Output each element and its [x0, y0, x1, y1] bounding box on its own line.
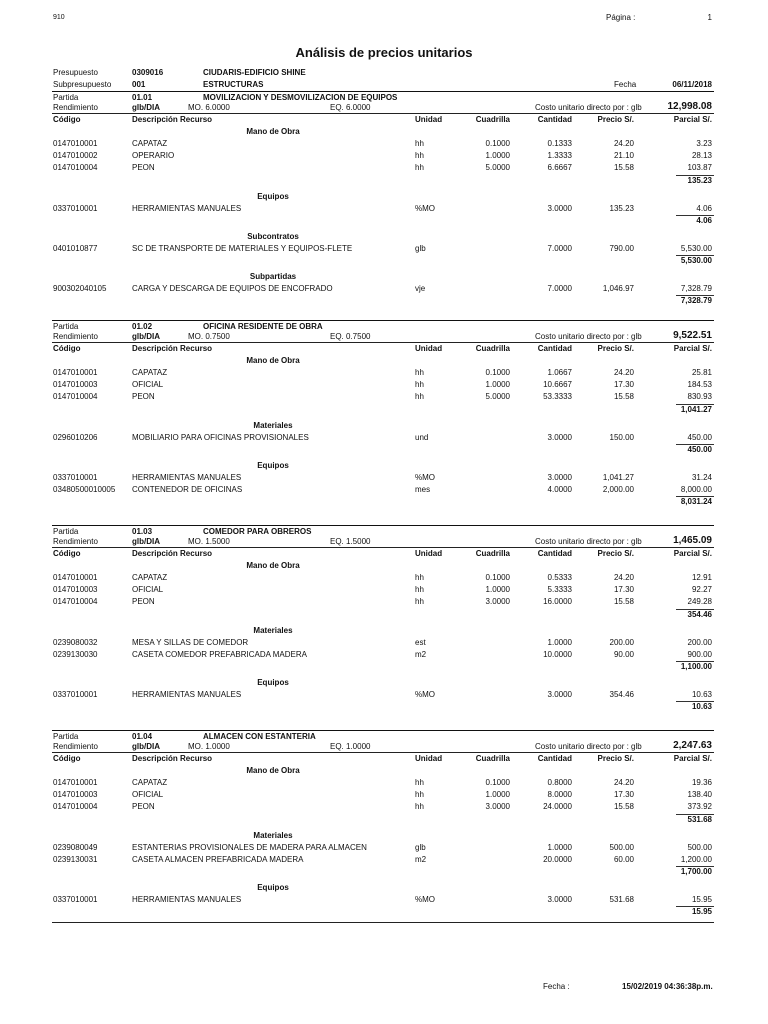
row-cantidad: 4.0000 — [547, 485, 572, 494]
row-description: OFICIAL — [132, 380, 164, 390]
costo-label: Costo unitario directo por : glb — [535, 103, 642, 112]
col-precio: Precio S/. — [597, 115, 634, 124]
row-description: OPERARIO — [132, 151, 175, 161]
partida-top-rule — [52, 320, 714, 321]
row-cantidad: 20.0000 — [543, 854, 572, 864]
col-cantidad: Cantidad — [537, 754, 572, 763]
row-precio: 15.58 — [613, 597, 634, 607]
eq-value: EQ. 1.0000 — [330, 742, 371, 751]
col-codigo: Código — [53, 344, 81, 353]
group-total: 10.63 — [691, 702, 712, 712]
row-code: 0239130030 — [53, 649, 98, 659]
row-cantidad: 1.0667 — [547, 368, 572, 377]
partida-name: COMEDOR PARA OBREROS — [203, 527, 312, 536]
group-total: 135.23 — [687, 175, 712, 185]
row-cuadrilla: 0.1000 — [485, 139, 510, 148]
fecha-value: 06/11/2018 — [672, 80, 712, 89]
presupuesto-name: CIUDARIS-EDIFICIO SHINE — [203, 68, 306, 77]
row-code: 0147010003 — [53, 790, 98, 800]
eq-value: EQ. 0.7500 — [330, 332, 371, 341]
row-cantidad: 53.3333 — [543, 392, 572, 402]
row-parcial: 10.63 — [691, 690, 712, 699]
rendimiento-label: Rendimiento — [53, 537, 98, 546]
row-unit: %MO — [415, 472, 435, 482]
row-parcial: 8,000.00 — [680, 485, 712, 494]
group-title: Equipos — [257, 191, 289, 201]
rendimiento-unit: glb/DIA — [132, 103, 160, 112]
mo-value: MO. 1.5000 — [188, 537, 230, 546]
row-description: CASETA COMEDOR PREFABRICADA MADERA — [132, 649, 307, 659]
col-precio: Precio S/. — [597, 344, 634, 353]
col-parcial: Parcial S/. — [673, 115, 712, 124]
col-codigo: Código — [53, 754, 81, 763]
row-precio: 200.00 — [609, 637, 634, 647]
row-unit: hh — [415, 790, 424, 800]
row-precio: 1,046.97 — [602, 284, 634, 293]
row-cantidad: 16.0000 — [543, 597, 572, 607]
group-title: Mano de Obra — [246, 127, 300, 136]
row-description: PEON — [132, 163, 155, 173]
row-cantidad: 7.0000 — [547, 284, 572, 293]
group-total: 531.68 — [687, 814, 712, 824]
row-unit: %MO — [415, 690, 435, 699]
row-code: 0147010001 — [53, 573, 98, 582]
row-cantidad: 7.0000 — [547, 243, 572, 253]
row-cuadrilla: 3.0000 — [485, 802, 510, 812]
row-cantidad: 1.0000 — [547, 637, 572, 647]
row-cantidad: 3.0000 — [547, 203, 572, 213]
row-unit: hh — [415, 585, 424, 595]
row-cantidad: 1.0000 — [547, 842, 572, 852]
rendimiento-label: Rendimiento — [53, 742, 98, 751]
col-cantidad: Cantidad — [537, 549, 572, 558]
row-parcial: 92.27 — [691, 585, 712, 595]
row-unit: hh — [415, 163, 424, 173]
row-cantidad: 5.3333 — [547, 585, 572, 595]
row-cuadrilla: 0.1000 — [485, 778, 510, 787]
row-parcial: 138.40 — [687, 790, 712, 800]
header-rule — [52, 342, 714, 343]
row-parcial: 450.00 — [687, 432, 712, 442]
row-code: 0147010004 — [53, 392, 98, 402]
partida-code: 01.03 — [132, 527, 153, 536]
row-parcial: 184.53 — [687, 380, 712, 390]
row-precio: 24.20 — [613, 573, 634, 582]
col-cantidad: Cantidad — [537, 115, 572, 124]
rendimiento-unit: glb/DIA — [132, 332, 160, 341]
row-cuadrilla: 1.0000 — [485, 585, 510, 595]
presupuesto-code: 0309016 — [132, 68, 164, 77]
row-precio: 354.46 — [609, 690, 634, 699]
row-parcial: 25.81 — [691, 368, 712, 377]
rendimiento-unit: glb/DIA — [132, 537, 160, 546]
group-title: Mano de Obra — [246, 561, 300, 570]
partida-top-rule — [52, 91, 714, 92]
row-precio: 1,041.27 — [602, 472, 634, 482]
row-code: 0147010003 — [53, 585, 98, 595]
eq-value: EQ. 1.5000 — [330, 537, 371, 546]
partida-label: Partida — [53, 732, 79, 741]
group-total: 5,530.00 — [680, 256, 712, 265]
row-description: MESA Y SILLAS DE COMEDOR — [132, 637, 249, 647]
col-descripcion: Descripción Recurso — [132, 549, 213, 558]
col-codigo: Código — [53, 115, 81, 124]
row-unit: hh — [415, 151, 424, 161]
group-title: Materiales — [253, 420, 293, 430]
costo-label: Costo unitario directo por : glb — [535, 537, 642, 546]
col-precio: Precio S/. — [597, 754, 634, 763]
row-precio: 24.20 — [613, 368, 634, 377]
row-parcial: 103.87 — [687, 163, 712, 173]
row-cantidad: 3.0000 — [547, 690, 572, 699]
row-cantidad: 1.3333 — [547, 151, 572, 161]
row-unit: hh — [415, 597, 424, 607]
costo-value: 2,247.63 — [673, 740, 712, 751]
row-code: 0337010001 — [53, 472, 98, 482]
row-description: OFICIAL — [132, 585, 164, 595]
rendimiento-label: Rendimiento — [53, 332, 98, 341]
group-title: Equipos — [257, 460, 289, 470]
group-total: 15.95 — [691, 907, 712, 917]
row-cantidad: 0.8000 — [547, 778, 572, 787]
row-code: 0337010001 — [53, 690, 98, 699]
col-cuadrilla: Cuadrilla — [475, 115, 510, 124]
row-cuadrilla: 1.0000 — [485, 380, 510, 390]
subpresupuesto-name: ESTRUCTURAS — [203, 80, 264, 89]
partida-label: Partida — [53, 322, 79, 331]
row-cantidad: 8.0000 — [547, 790, 572, 800]
partida-top-rule — [52, 730, 714, 731]
row-cuadrilla: 5.0000 — [485, 392, 510, 402]
costo-label: Costo unitario directo por : glb — [535, 332, 642, 341]
row-parcial: 5,530.00 — [680, 243, 712, 253]
group-title: Materiales — [253, 830, 293, 840]
col-cantidad: Cantidad — [537, 344, 572, 353]
row-parcial: 249.28 — [687, 597, 712, 607]
partida-name: MOVILIZACION Y DESMOVILIZACION DE EQUIPOS — [203, 93, 398, 102]
row-precio: 500.00 — [609, 842, 634, 852]
row-cantidad: 10.0000 — [543, 649, 572, 659]
row-code: 0296010206 — [53, 432, 98, 442]
mo-value: MO. 0.7500 — [188, 332, 230, 341]
bottom-rule — [52, 922, 714, 923]
group-title: Mano de Obra — [246, 766, 300, 775]
row-unit: mes — [415, 485, 431, 494]
row-precio: 531.68 — [609, 895, 634, 904]
page-number: 1 — [707, 13, 712, 22]
row-description: CAPATAZ — [132, 139, 168, 148]
row-code: 0147010001 — [53, 778, 98, 787]
col-parcial: Parcial S/. — [673, 344, 712, 353]
row-cantidad: 3.0000 — [547, 895, 572, 904]
page-label: Página : — [606, 13, 636, 22]
row-precio: 15.58 — [613, 163, 634, 173]
partida-name: ALMACEN CON ESTANTERIA — [203, 732, 316, 741]
row-precio: 17.30 — [613, 790, 634, 800]
row-precio: 150.00 — [609, 432, 634, 442]
row-cuadrilla: 1.0000 — [485, 151, 510, 161]
row-parcial: 19.36 — [691, 778, 712, 787]
subpresupuesto-label: Subpresupuesto — [53, 80, 112, 89]
row-cantidad: 3.0000 — [547, 432, 572, 442]
row-description: PEON — [132, 597, 155, 607]
footer-fecha-value: 15/02/2019 04:36:38p.m. — [622, 982, 713, 991]
group-total: 4.06 — [696, 215, 712, 225]
row-precio: 24.20 — [613, 139, 634, 148]
row-parcial: 500.00 — [687, 842, 712, 852]
row-unit: hh — [415, 380, 424, 390]
row-precio: 17.30 — [613, 380, 634, 390]
row-description: HERRAMIENTAS MANUALES — [132, 895, 242, 904]
row-description: OFICIAL — [132, 790, 164, 800]
row-parcial: 31.24 — [691, 472, 712, 482]
row-unit: vje — [415, 284, 426, 293]
presupuesto-label: Presupuesto — [53, 68, 98, 77]
row-cantidad: 24.0000 — [543, 802, 572, 812]
row-precio: 15.58 — [613, 392, 634, 402]
row-description: CAPATAZ — [132, 368, 168, 377]
group-total: 450.00 — [687, 444, 712, 454]
group-total: 7,328.79 — [680, 296, 712, 306]
row-code: 0147010004 — [53, 163, 98, 173]
partida-label: Partida — [53, 527, 79, 536]
group-title: Mano de Obra — [246, 356, 300, 365]
col-parcial: Parcial S/. — [673, 754, 712, 763]
col-unidad: Unidad — [415, 754, 443, 763]
eq-value: EQ. 6.0000 — [330, 103, 371, 112]
row-cantidad: 0.5333 — [547, 573, 572, 582]
row-unit: hh — [415, 392, 424, 402]
row-code: 0239080049 — [53, 842, 98, 852]
row-cantidad: 3.0000 — [547, 472, 572, 482]
col-unidad: Unidad — [415, 549, 443, 558]
row-code: 0147010001 — [53, 139, 98, 148]
row-unit: hh — [415, 573, 424, 582]
row-description: PEON — [132, 392, 155, 402]
row-description: HERRAMIENTAS MANUALES — [132, 472, 242, 482]
row-code: 03480500010005 — [53, 485, 116, 494]
row-description: CARGA Y DESCARGA DE EQUIPOS DE ENCOFRADO — [132, 284, 333, 293]
col-codigo: Código — [53, 549, 81, 558]
col-descripcion: Descripción Recurso — [132, 754, 213, 763]
group-title: Equipos — [257, 883, 289, 892]
row-unit: m2 — [415, 649, 427, 659]
row-code: 0239130031 — [53, 854, 98, 864]
row-description: CONTENEDOR DE OFICINAS — [132, 485, 243, 494]
row-precio: 90.00 — [613, 649, 634, 659]
row-description: HERRAMIENTAS MANUALES — [132, 690, 242, 699]
row-parcial: 12.91 — [691, 573, 712, 582]
row-cuadrilla: 1.0000 — [485, 790, 510, 800]
row-cuadrilla: 3.0000 — [485, 597, 510, 607]
row-unit: est — [415, 637, 426, 647]
row-unit: hh — [415, 139, 424, 148]
col-unidad: Unidad — [415, 344, 443, 353]
costo-value: 1,465.09 — [673, 535, 712, 546]
subpresupuesto-code: 001 — [132, 80, 146, 89]
row-code: 0147010002 — [53, 151, 98, 161]
row-unit: und — [415, 432, 429, 442]
row-description: ESTANTERIAS PROVISIONALES DE MADERA PARA ALMACEN — [132, 842, 367, 852]
row-precio: 17.30 — [613, 585, 634, 595]
row-parcial: 900.00 — [687, 649, 712, 659]
fecha-label: Fecha — [614, 80, 637, 89]
group-title: Subpartidas — [249, 272, 297, 281]
row-description: CASETA ALMACEN PREFABRICADA MADERA — [132, 854, 304, 864]
header-rule — [52, 547, 714, 548]
row-description: PEON — [132, 802, 155, 812]
group-title: Materiales — [253, 625, 293, 635]
partida-code: 01.01 — [132, 93, 153, 102]
row-precio: 24.20 — [613, 778, 634, 787]
row-cuadrilla: 0.1000 — [485, 368, 510, 377]
partida-code: 01.04 — [132, 732, 153, 741]
header-rule — [52, 113, 714, 114]
row-code: 0147010004 — [53, 597, 98, 607]
rendimiento-unit: glb/DIA — [132, 742, 160, 751]
row-parcial: 3.23 — [696, 139, 712, 148]
row-precio: 15.58 — [613, 802, 634, 812]
row-precio: 2,000.00 — [602, 485, 634, 494]
partida-name: OFICINA RESIDENTE DE OBRA — [203, 322, 323, 331]
row-parcial: 28.13 — [691, 151, 712, 161]
row-code: 0239080032 — [53, 637, 98, 647]
row-precio: 135.23 — [609, 203, 634, 213]
row-unit: m2 — [415, 854, 427, 864]
row-unit: %MO — [415, 895, 435, 904]
group-total: 1,100.00 — [680, 662, 712, 671]
row-parcial: 200.00 — [687, 637, 712, 647]
mo-value: MO. 6.0000 — [188, 103, 230, 112]
row-parcial: 830.93 — [687, 392, 712, 402]
rendimiento-label: Rendimiento — [53, 103, 98, 112]
col-cuadrilla: Cuadrilla — [475, 754, 510, 763]
page-code: 910 — [53, 14, 65, 21]
row-code: 900302040105 — [53, 284, 107, 293]
row-code: 0147010001 — [53, 368, 98, 377]
costo-value: 12,998.08 — [667, 101, 712, 112]
partida-code: 01.02 — [132, 322, 153, 331]
group-total: 8,031.24 — [680, 497, 712, 507]
row-code: 0147010003 — [53, 380, 98, 390]
group-title: Subcontratos — [247, 231, 299, 241]
row-cantidad: 6.6667 — [547, 163, 572, 173]
group-total: 354.46 — [687, 609, 712, 619]
row-description: CAPATAZ — [132, 778, 168, 787]
row-precio: 60.00 — [613, 854, 634, 864]
row-description: CAPATAZ — [132, 573, 168, 582]
partida-top-rule — [52, 525, 714, 526]
row-unit: hh — [415, 368, 424, 377]
row-cantidad: 10.6667 — [543, 380, 572, 390]
row-unit: hh — [415, 802, 424, 812]
costo-value: 9,522.51 — [673, 330, 712, 341]
row-description: HERRAMIENTAS MANUALES — [132, 203, 242, 213]
row-parcial: 1,200.00 — [680, 854, 712, 864]
row-parcial: 373.92 — [687, 802, 712, 812]
row-code: 0147010004 — [53, 802, 98, 812]
row-code: 0337010001 — [53, 895, 98, 904]
col-unidad: Unidad — [415, 115, 443, 124]
row-code: 0337010001 — [53, 203, 98, 213]
group-total: 1,041.27 — [680, 404, 712, 414]
row-precio: 21.10 — [613, 151, 634, 161]
col-descripcion: Descripción Recurso — [132, 115, 213, 124]
row-unit: glb — [415, 842, 426, 852]
col-cuadrilla: Cuadrilla — [475, 344, 510, 353]
row-unit: glb — [415, 243, 426, 253]
col-parcial: Parcial S/. — [673, 549, 712, 558]
col-precio: Precio S/. — [597, 549, 634, 558]
row-cantidad: 0.1333 — [547, 139, 572, 148]
row-parcial: 7,328.79 — [680, 284, 712, 293]
row-cuadrilla: 5.0000 — [485, 163, 510, 173]
group-total: 1,700.00 — [680, 867, 712, 876]
row-unit: hh — [415, 778, 424, 787]
page-title: Análisis de precios unitarios — [295, 45, 473, 60]
partida-label: Partida — [53, 93, 79, 102]
row-description: SC DE TRANSPORTE DE MATERIALES Y EQUIPOS-FLETE — [132, 243, 353, 253]
mo-value: MO. 1.0000 — [188, 742, 230, 751]
group-title: Equipos — [257, 678, 289, 687]
row-precio: 790.00 — [609, 243, 634, 253]
row-code: 0401010877 — [53, 243, 98, 253]
footer-fecha-label: Fecha : — [543, 982, 570, 991]
header-rule — [52, 752, 714, 753]
row-parcial: 15.95 — [691, 895, 712, 904]
row-description: MOBILIARIO PARA OFICINAS PROVISIONALES — [132, 432, 309, 442]
row-cuadrilla: 0.1000 — [485, 573, 510, 582]
costo-label: Costo unitario directo por : glb — [535, 742, 642, 751]
col-descripcion: Descripción Recurso — [132, 344, 213, 353]
col-cuadrilla: Cuadrilla — [475, 549, 510, 558]
row-unit: %MO — [415, 203, 435, 213]
row-parcial: 4.06 — [696, 203, 712, 213]
